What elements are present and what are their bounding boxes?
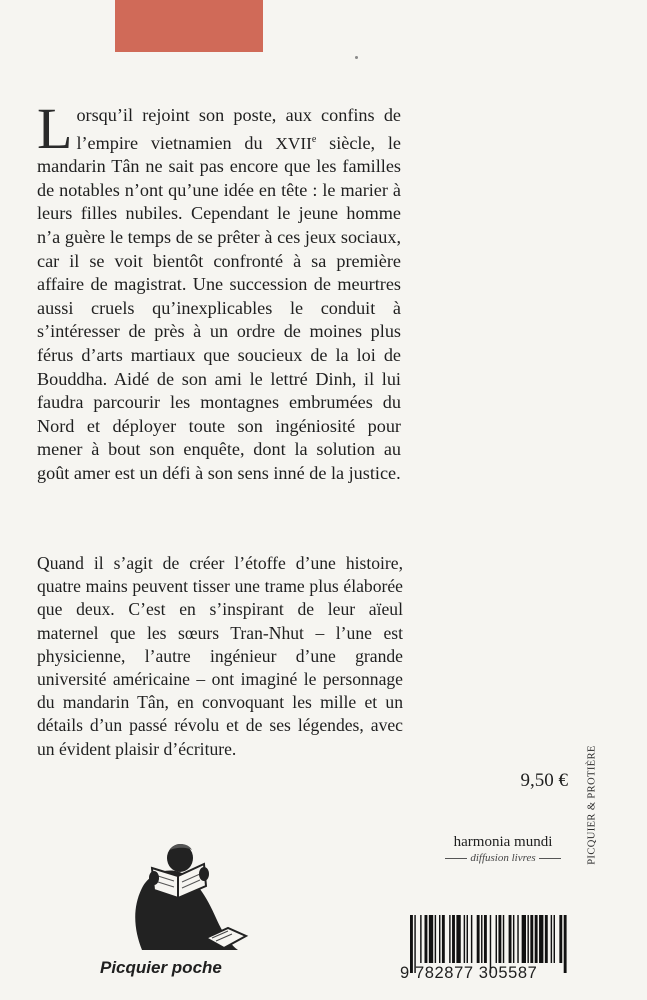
- distributor-name: harmonia mundi: [453, 834, 553, 850]
- barcode-bar: [420, 915, 421, 963]
- divider: [445, 858, 467, 859]
- price-label: 9,50 €: [520, 770, 568, 791]
- series-name: Picquier poche: [100, 958, 222, 977]
- print-speck: [355, 56, 358, 59]
- back-cover-blurb: [37, 96, 401, 486]
- barcode-bar: [535, 915, 538, 963]
- reading-figure-icon: [112, 838, 252, 956]
- barcode-bar: [481, 915, 482, 963]
- barcode-bar: [509, 915, 512, 963]
- barcode-bar: [527, 915, 528, 963]
- blurb-text-end: siècle, le mandarin Tân ne sait pas encore que les familles de notables n’ont qu’une idée en tête : le marier à leurs filles nubiles. Cependant le jeune homme n’a guère le temps de se prêter à ces jeux sociaux, car il se voit bientôt confronté à sa première affaire de magistrat. Une succession de meurtres aussi cruels qu’inexplicables le conduit à s’intéresser de près à un ordre de moines plus férus d’arts martiaux que soucieux de la loi de Bouddha. Aidé de son ami le lettré Dinh, il lui faudra parcourir les montagnes embrumées du Nord et déployer toute son ingéniosité pour mener à bout son enquête, dont la solution au goût amer est un défi à son sens inné de la justice.: [37, 132, 401, 483]
- blurb-century: XVII: [275, 133, 312, 153]
- barcode-bar: [539, 915, 543, 963]
- barcode-bar: [517, 915, 518, 963]
- barcode-bar: [449, 915, 450, 963]
- barcode-bar: [435, 915, 436, 963]
- blurb-century-sup: e: [311, 133, 317, 145]
- barcode-digits: 9 782877 305587: [400, 964, 538, 982]
- barcode-bar: [559, 915, 562, 963]
- barcode-bar: [554, 915, 555, 963]
- barcode-bar: [467, 915, 468, 963]
- barcode-bar: [425, 915, 428, 963]
- author-bio: Quand il s’agit de créer l’étoffe d’une histoire, quatre mains peuvent tisser une trame plus élaborée que deux. C’est en s’inspirant de leur aïeul maternel que les sœurs Tran-Nhut – l’une est physicienne, l’autre ingénieur d’une grande université américaine – ont imaginé le personnage du mandarin Tân, en convoquant les mille et un détails d’un passé révolu et de ses légendes, avec un évident plaisir d’écriture.: [37, 553, 403, 759]
- barcode-bar: [484, 915, 487, 963]
- barcode-bar: [477, 915, 480, 963]
- barcode-bar: [456, 915, 460, 963]
- publisher-vertical-logo: [582, 746, 602, 864]
- barcode-bar: [464, 915, 465, 963]
- publisher-vertical-text: PICQUIER & PROTIÈRE: [586, 745, 598, 865]
- barcode-bar: [496, 915, 497, 963]
- divider: [539, 858, 561, 859]
- barcode-bar: [530, 915, 533, 963]
- distributor-logo: [438, 834, 568, 864]
- barcode-bar: [522, 915, 526, 963]
- barcode-bar: [551, 915, 552, 963]
- drop-cap: L: [37, 96, 73, 161]
- cover-color-band: [115, 0, 263, 52]
- barcode-bar: [498, 915, 501, 963]
- barcode-bar: [503, 915, 504, 963]
- barcode-bar: [452, 915, 455, 963]
- barcode-bar: [429, 915, 433, 963]
- distributor-subtitle-line: [438, 852, 568, 864]
- barcode-bar: [545, 915, 548, 963]
- barcode-bar: [513, 915, 514, 963]
- blurb-text-start: orsqu’il rejoint son poste, aux confins de l’empire vietnamien du: [76, 105, 401, 153]
- barcode-bar: [439, 915, 440, 963]
- barcode-bar: [442, 915, 445, 963]
- barcode-bar: [471, 915, 472, 963]
- distributor-subtitle: diffusion livres: [470, 852, 536, 864]
